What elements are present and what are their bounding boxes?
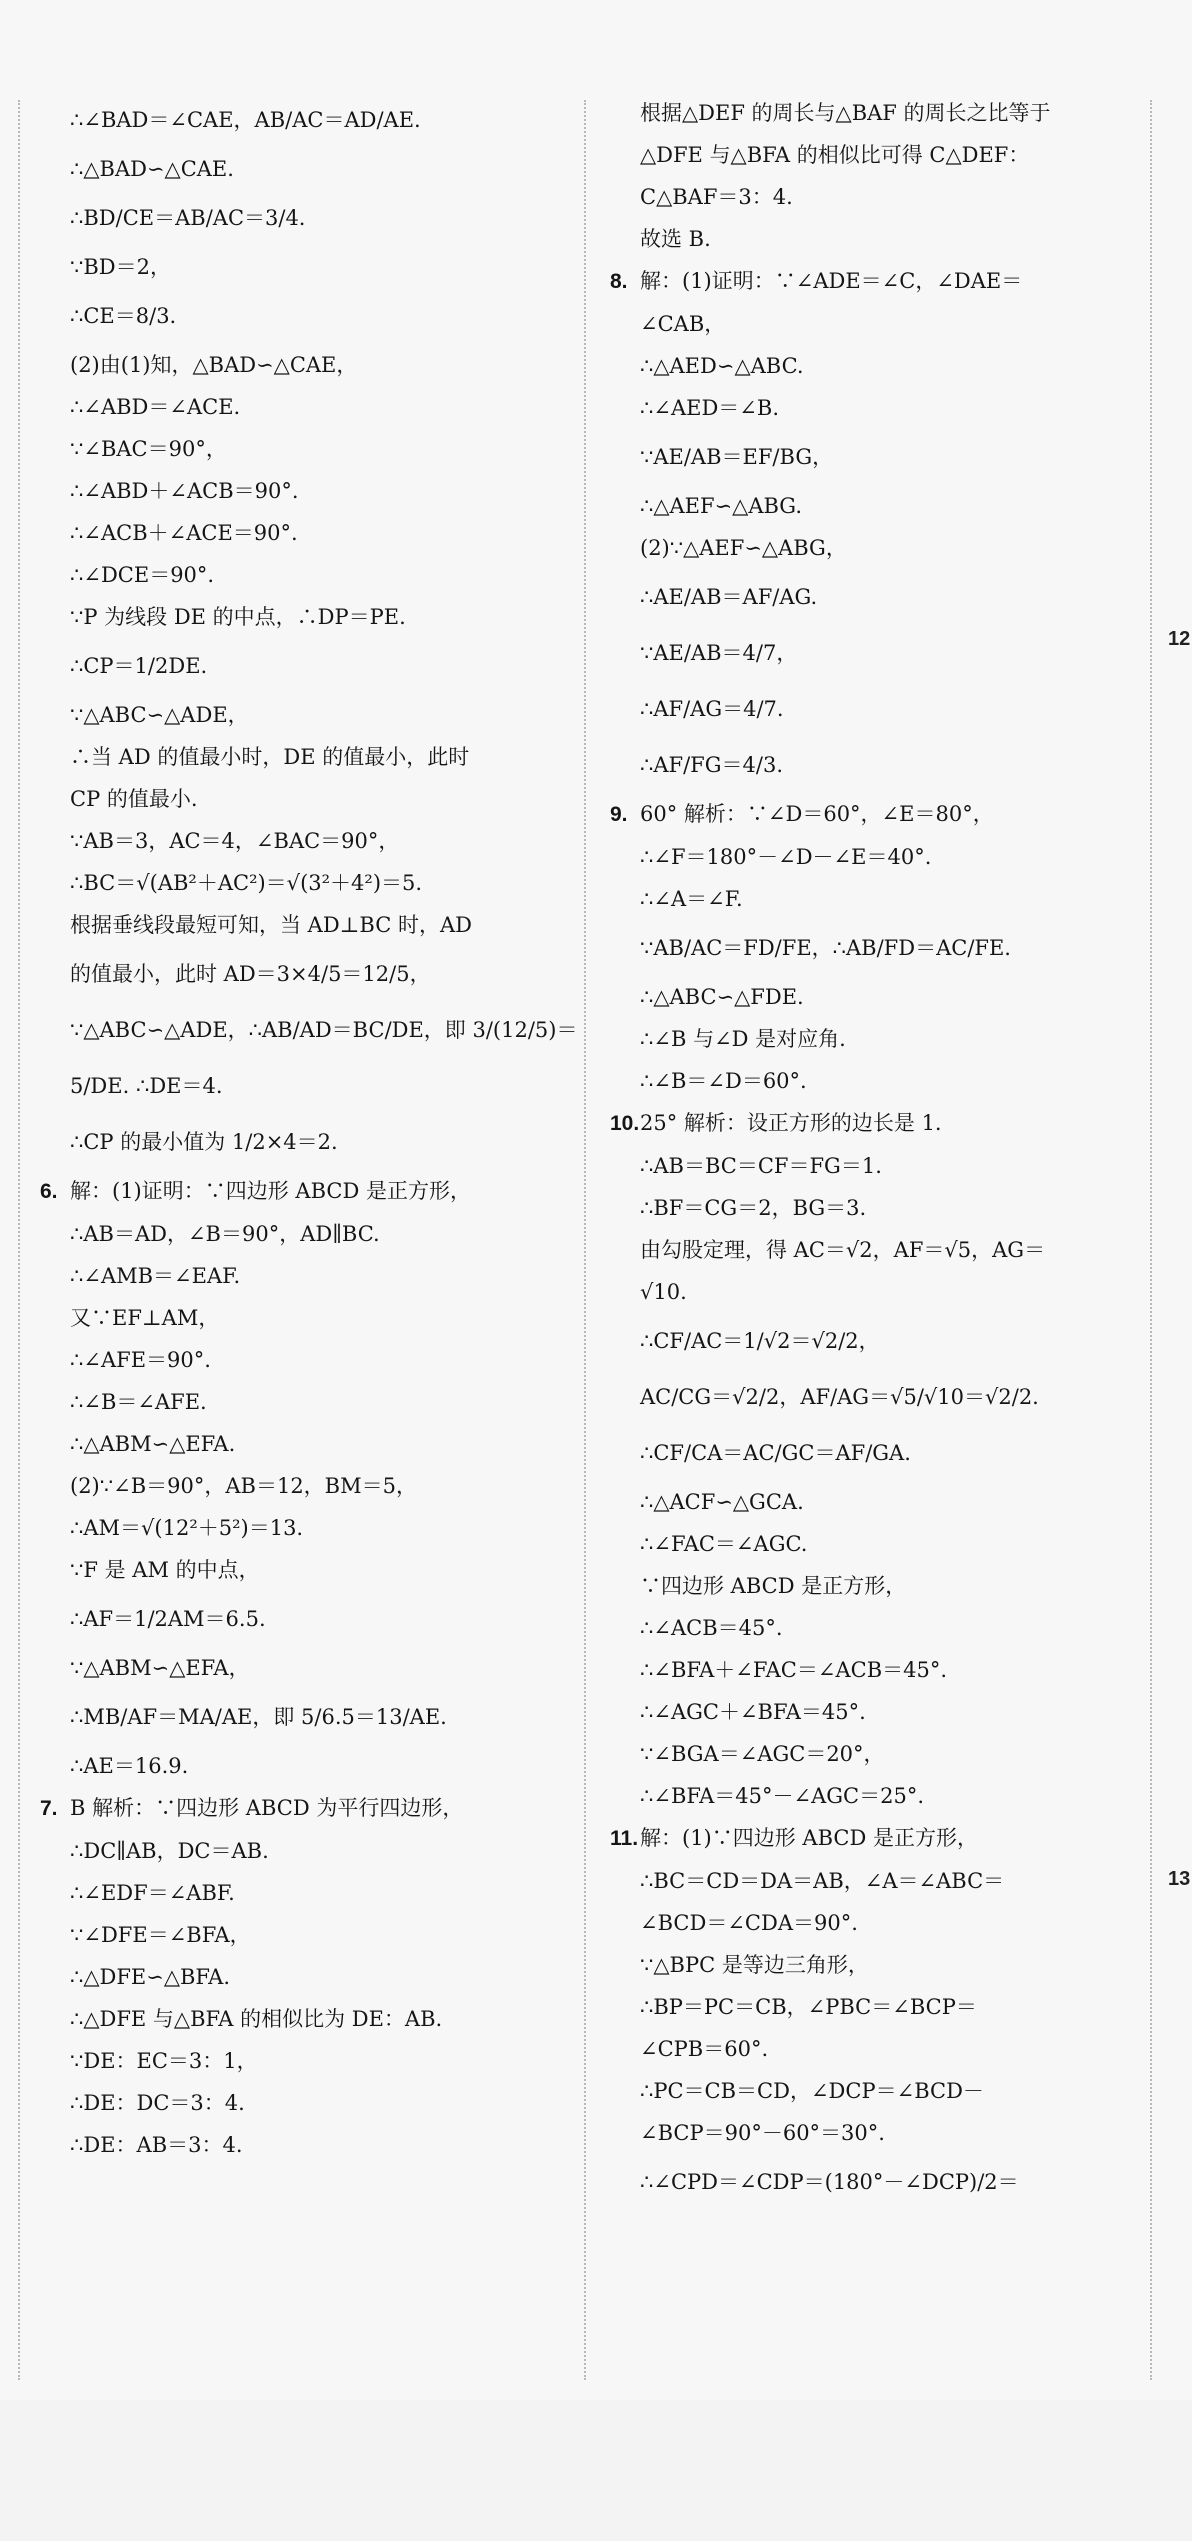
right-column-line	[610, 1986, 1170, 2028]
line-text: ∴CP＝1/2DE.	[70, 654, 208, 678]
left-column-line	[40, 904, 600, 946]
left-column	[40, 92, 600, 2166]
line-text: 根据垂线段最短可知，当 AD⊥BC 时，AD	[70, 913, 472, 937]
right-column-line	[610, 1060, 1170, 1102]
right-column-line	[610, 260, 1170, 303]
line-text: ∠BCP＝90°－60°＝30°.	[640, 2121, 885, 2145]
right-column-line	[610, 976, 1170, 1018]
line-text: CP 的值最小.	[70, 787, 198, 811]
line-text: ∴CE＝8/3.	[70, 304, 177, 328]
line-text: ∴BD/CE＝AB/AC＝3/4.	[70, 206, 306, 230]
line-text: ∵AB/AC＝FD/FE，∴AB/FD＝AC/FE.	[640, 936, 1011, 960]
left-column-line	[40, 288, 600, 344]
left-column-line	[40, 1647, 600, 1689]
line-text: ∵△ABM∽△EFA，	[70, 1656, 250, 1680]
right-column-line	[610, 176, 1170, 218]
line-text: ∵DE：EC＝3：1，	[70, 2049, 258, 2073]
left-column-line	[40, 946, 600, 1002]
line-text: ∵∠BAC＝90°，	[70, 437, 227, 461]
right-column-line	[610, 1607, 1170, 1649]
right-column-line	[610, 387, 1170, 429]
left-column-line	[40, 1956, 600, 1998]
line-text: △DFE 与△BFA 的相似比可得 C△DEF：	[640, 143, 1030, 167]
right-column-line	[610, 569, 1170, 625]
right-column-line	[610, 1691, 1170, 1733]
right-column-line	[610, 429, 1170, 485]
left-column-line	[40, 596, 600, 638]
right-column-line	[610, 1523, 1170, 1565]
left-column-line	[40, 1339, 600, 1381]
line-text: ∴BF＝CG＝2，BG＝3.	[640, 1196, 867, 1220]
line-text: (2)由(1)知，△BAD∽△CAE，	[70, 353, 358, 377]
line-text: ∴BC＝√(AB²＋AC²)＝√(3²＋4²)＝5.	[70, 871, 423, 895]
line-text: ∴AM＝√(12²＋5²)＝13.	[70, 1516, 304, 1540]
right-column-line	[610, 878, 1170, 920]
line-text: 25° 解析：设正方形的边长是 1.	[640, 1111, 942, 1135]
left-column-line	[40, 1213, 600, 1255]
line-text: 根据△DEF 的周长与△BAF 的周长之比等于	[640, 101, 1051, 125]
left-column-line	[40, 92, 600, 148]
line-text: ∴∠AMB＝∠EAF.	[70, 1264, 241, 1288]
right-column-line	[610, 1649, 1170, 1691]
line-text: ∴∠AGC＋∠BFA＝45°.	[640, 1700, 866, 1724]
line-text: ∴∠BAD＝∠CAE，AB/AC＝AD/AE.	[70, 108, 421, 132]
right-column-line	[610, 92, 1170, 134]
right-column-line	[610, 2154, 1170, 2210]
line-text: ∴PC＝CB＝CD，∠DCP＝∠BCD－	[640, 2079, 984, 2103]
left-column-line	[40, 428, 600, 470]
line-text: B 解析：∵四边形 ABCD 为平行四边形，	[70, 1796, 464, 1820]
line-text: ∴AF/FG＝4/3.	[640, 753, 783, 777]
right-column-line	[610, 1775, 1170, 1817]
left-column-line	[40, 862, 600, 904]
line-text: ∴AE＝16.9.	[70, 1754, 189, 1778]
line-text: ∴△AEF∽△ABG.	[640, 494, 803, 518]
line-text: ∴∠EDF＝∠ABF.	[70, 1881, 235, 1905]
right-column-line	[610, 1944, 1170, 1986]
line-text: ∴∠BFA＋∠FAC＝∠ACB＝45°.	[640, 1658, 948, 1682]
line-text: ∴∠B 与∠D 是对应角.	[640, 1027, 846, 1051]
left-column-line	[40, 1381, 600, 1423]
line-text: ∴当 AD 的值最小时，DE 的值最小，此时	[70, 745, 470, 769]
line-text: AC/CG＝√2/2，AF/AG＝√5/√10＝√2/2.	[640, 1385, 1039, 1409]
right-column-line	[610, 1102, 1170, 1145]
right-column-line	[610, 1145, 1170, 1187]
left-column-line	[40, 1549, 600, 1591]
line-text: ∴∠AED＝∠B.	[640, 396, 779, 420]
right-column-line	[610, 485, 1170, 527]
line-text: ∠BCD＝∠CDA＝90°.	[640, 1911, 858, 1935]
line-text: ∴CP 的最小值为 1/2×4＝2.	[70, 1130, 338, 1154]
line-text: C△BAF＝3：4.	[640, 185, 793, 209]
line-text: 由勾股定理，得 AC＝√2，AF＝√5，AG＝	[640, 1238, 1046, 1262]
line-text: ∴BP＝PC＝CB，∠PBC＝∠BCP＝	[640, 1995, 977, 2019]
line-text: 的值最小，此时 AD＝3×4/5＝12/5，	[70, 962, 431, 986]
right-column-line	[610, 1860, 1170, 1902]
line-text: √10.	[640, 1280, 687, 1304]
right-column-line	[610, 1733, 1170, 1775]
left-column-line	[40, 344, 600, 386]
left-column-line	[40, 386, 600, 428]
left-column-line	[40, 2082, 600, 2124]
left-column-line	[40, 1465, 600, 1507]
side-label-12: 12	[1168, 628, 1191, 650]
left-column-line	[40, 554, 600, 596]
line-text: ∴CF/CA＝AC/GC＝AF/GA.	[640, 1441, 911, 1465]
right-column-line	[610, 1369, 1170, 1425]
right-column-line	[610, 303, 1170, 345]
right-column-line	[610, 2112, 1170, 2154]
left-column-line	[40, 1787, 600, 1830]
problem-number: 10.	[610, 1112, 640, 1135]
right-column-line	[610, 1902, 1170, 1944]
left-column-line	[40, 1689, 600, 1745]
line-text: 解：(1)证明：∵四边形 ABCD 是正方形，	[70, 1179, 471, 1203]
line-text: ∵△BPC 是等边三角形，	[640, 1953, 869, 1977]
side-label-13: 13	[1168, 1868, 1191, 1890]
right-column-line	[610, 793, 1170, 836]
left-column-line	[40, 1114, 600, 1170]
left-column-line	[40, 694, 600, 736]
left-column-line	[40, 1591, 600, 1647]
line-text: ∴CF/AC＝1/√2＝√2/2，	[640, 1329, 880, 1353]
left-column-line	[40, 1255, 600, 1297]
left-column-line	[40, 190, 600, 246]
line-text: 60° 解析：∵∠D＝60°，∠E＝80°，	[640, 802, 994, 826]
left-column-line	[40, 736, 600, 778]
problem-number: 7.	[40, 1797, 58, 1820]
right-column-line	[610, 625, 1170, 681]
right-column-line	[610, 345, 1170, 387]
right-column-line	[610, 527, 1170, 569]
problem-number: 8.	[610, 270, 628, 293]
line-text: ∴△ACF∽△GCA.	[640, 1490, 804, 1514]
left-column-line	[40, 1058, 600, 1114]
right-column-line	[610, 1565, 1170, 1607]
line-text: 解：(1)证明：∵∠ADE＝∠C，∠DAE＝	[640, 269, 1023, 293]
right-column-line	[610, 1018, 1170, 1060]
line-text: ∴∠CPD＝∠CDP＝(180°－∠DCP)/2＝	[640, 2170, 1019, 2194]
line-text: ∵∠BGA＝∠AGC＝20°，	[640, 1742, 885, 1766]
line-text: 5/DE. ∴DE＝4.	[70, 1074, 223, 1098]
right-column-line	[610, 2028, 1170, 2070]
left-column-line	[40, 246, 600, 288]
right-column-line	[610, 1425, 1170, 1481]
left-column-line	[40, 1914, 600, 1956]
line-text: ∴DE：AB＝3：4.	[70, 2133, 243, 2157]
left-column-line	[40, 1745, 600, 1787]
line-text: ∴DE：DC＝3：4.	[70, 2091, 245, 2115]
line-text: ∴△AED∽△ABC.	[640, 354, 804, 378]
line-text: 解：(1)∵四边形 ABCD 是正方形，	[640, 1826, 978, 1850]
left-column-line	[40, 512, 600, 554]
right-column-line	[610, 920, 1170, 976]
left-column-line	[40, 1998, 600, 2040]
right-column	[610, 92, 1170, 2210]
right-column-line	[610, 1229, 1170, 1271]
right-column-line	[610, 1817, 1170, 1860]
line-text: ∴BC＝CD＝DA＝AB，∠A＝∠ABC＝	[640, 1869, 1005, 1893]
left-column-line	[40, 148, 600, 190]
line-text: ∴DC∥AB，DC＝AB.	[70, 1839, 269, 1863]
line-text: ∴∠A＝∠F.	[640, 887, 743, 911]
right-column-line	[610, 681, 1170, 737]
right-column-line	[610, 1271, 1170, 1313]
left-margin-divider	[18, 100, 20, 2380]
line-text: ∴△ABM∽△EFA.	[70, 1432, 236, 1456]
right-column-line	[610, 134, 1170, 176]
left-column-line	[40, 470, 600, 512]
left-column-line	[40, 778, 600, 820]
line-text: ∴∠BFA＝45°－∠AGC＝25°.	[640, 1784, 925, 1808]
line-text: ∵△ABC∽△ADE，	[70, 703, 249, 727]
line-text: ∵△ABC∽△ADE，∴AB/AD＝BC/DE，即 3/(12/5)＝	[70, 1018, 578, 1042]
line-text: 又∵EF⊥AM，	[70, 1306, 220, 1330]
left-column-line	[40, 1002, 600, 1058]
right-column-line	[610, 218, 1170, 260]
line-text: ∴AB＝AD，∠B＝90°，AD∥BC.	[70, 1222, 380, 1246]
problem-number: 9.	[610, 803, 628, 826]
line-text: ∵AE/AB＝4/7，	[640, 641, 798, 665]
line-text: ∴AB＝BC＝CF＝FG＝1.	[640, 1154, 882, 1178]
line-text: ∴∠ACB＋∠ACE＝90°.	[70, 521, 298, 545]
right-column-line	[610, 836, 1170, 878]
problem-number: 11.	[610, 1827, 639, 1850]
line-text: ∴△ABC∽△FDE.	[640, 985, 804, 1009]
left-column-line	[40, 1423, 600, 1465]
right-column-line	[610, 1187, 1170, 1229]
line-text: ∴△DFE 与△BFA 的相似比为 DE：AB.	[70, 2007, 443, 2031]
left-column-line	[40, 638, 600, 694]
line-text: ∴∠ACB＝45°.	[640, 1616, 783, 1640]
left-column-line	[40, 1872, 600, 1914]
line-text: 故选 B.	[640, 227, 711, 251]
line-text: ∴∠B＝∠AFE.	[70, 1390, 207, 1414]
line-text: ∴∠DCE＝90°.	[70, 563, 215, 587]
line-text: ∵BD＝2，	[70, 255, 171, 279]
line-text: (2)∵△AEF∽△ABG，	[640, 536, 847, 560]
line-text: ∴AF＝1/2AM＝6.5.	[70, 1607, 266, 1631]
line-text: ∴∠ABD＋∠ACB＝90°.	[70, 479, 299, 503]
line-text: ∵AB＝3，AC＝4，∠BAC＝90°，	[70, 829, 400, 853]
line-text: ∴MB/AF＝MA/AE，即 5/6.5＝13/AE.	[70, 1705, 447, 1729]
line-text: ∴∠B＝∠D＝60°.	[640, 1069, 807, 1093]
line-text: ∴△DFE∽△BFA.	[70, 1965, 231, 1989]
left-column-line	[40, 2040, 600, 2082]
right-column-line	[610, 2070, 1170, 2112]
line-text: ∴∠FAC＝∠AGC.	[640, 1532, 808, 1556]
right-column-line	[610, 737, 1170, 793]
line-text: (2)∵∠B＝90°，AB＝12，BM＝5，	[70, 1474, 417, 1498]
line-text: ∴AE/AB＝AF/AG.	[640, 585, 818, 609]
line-text: ∠CPB＝60°.	[640, 2037, 769, 2061]
line-text: ∵四边形 ABCD 是正方形，	[640, 1574, 907, 1598]
line-text: ∴△BAD∽△CAE.	[70, 157, 234, 181]
line-text: ∵P 为线段 DE 的中点，∴DP＝PE.	[70, 605, 406, 629]
line-text: ∵AE/AB＝EF/BG，	[640, 445, 834, 469]
problem-number: 6.	[40, 1180, 58, 1203]
left-column-line	[40, 2124, 600, 2166]
line-text: ∠CAB，	[640, 312, 726, 336]
line-text: ∵F 是 AM 的中点，	[70, 1558, 260, 1582]
line-text: ∴AF/AG＝4/7.	[640, 697, 784, 721]
right-column-line	[610, 1481, 1170, 1523]
line-text: ∴∠AFE＝90°.	[70, 1348, 211, 1372]
left-column-line	[40, 1297, 600, 1339]
left-column-line	[40, 1507, 600, 1549]
line-text: ∴∠ABD＝∠ACE.	[70, 395, 241, 419]
left-column-line	[40, 1830, 600, 1872]
left-column-line	[40, 820, 600, 862]
line-text: ∵∠DFE＝∠BFA，	[70, 1923, 251, 1947]
left-column-line	[40, 1170, 600, 1213]
line-text: ∴∠F＝180°－∠D－∠E＝40°.	[640, 845, 932, 869]
right-column-line	[610, 1313, 1170, 1369]
